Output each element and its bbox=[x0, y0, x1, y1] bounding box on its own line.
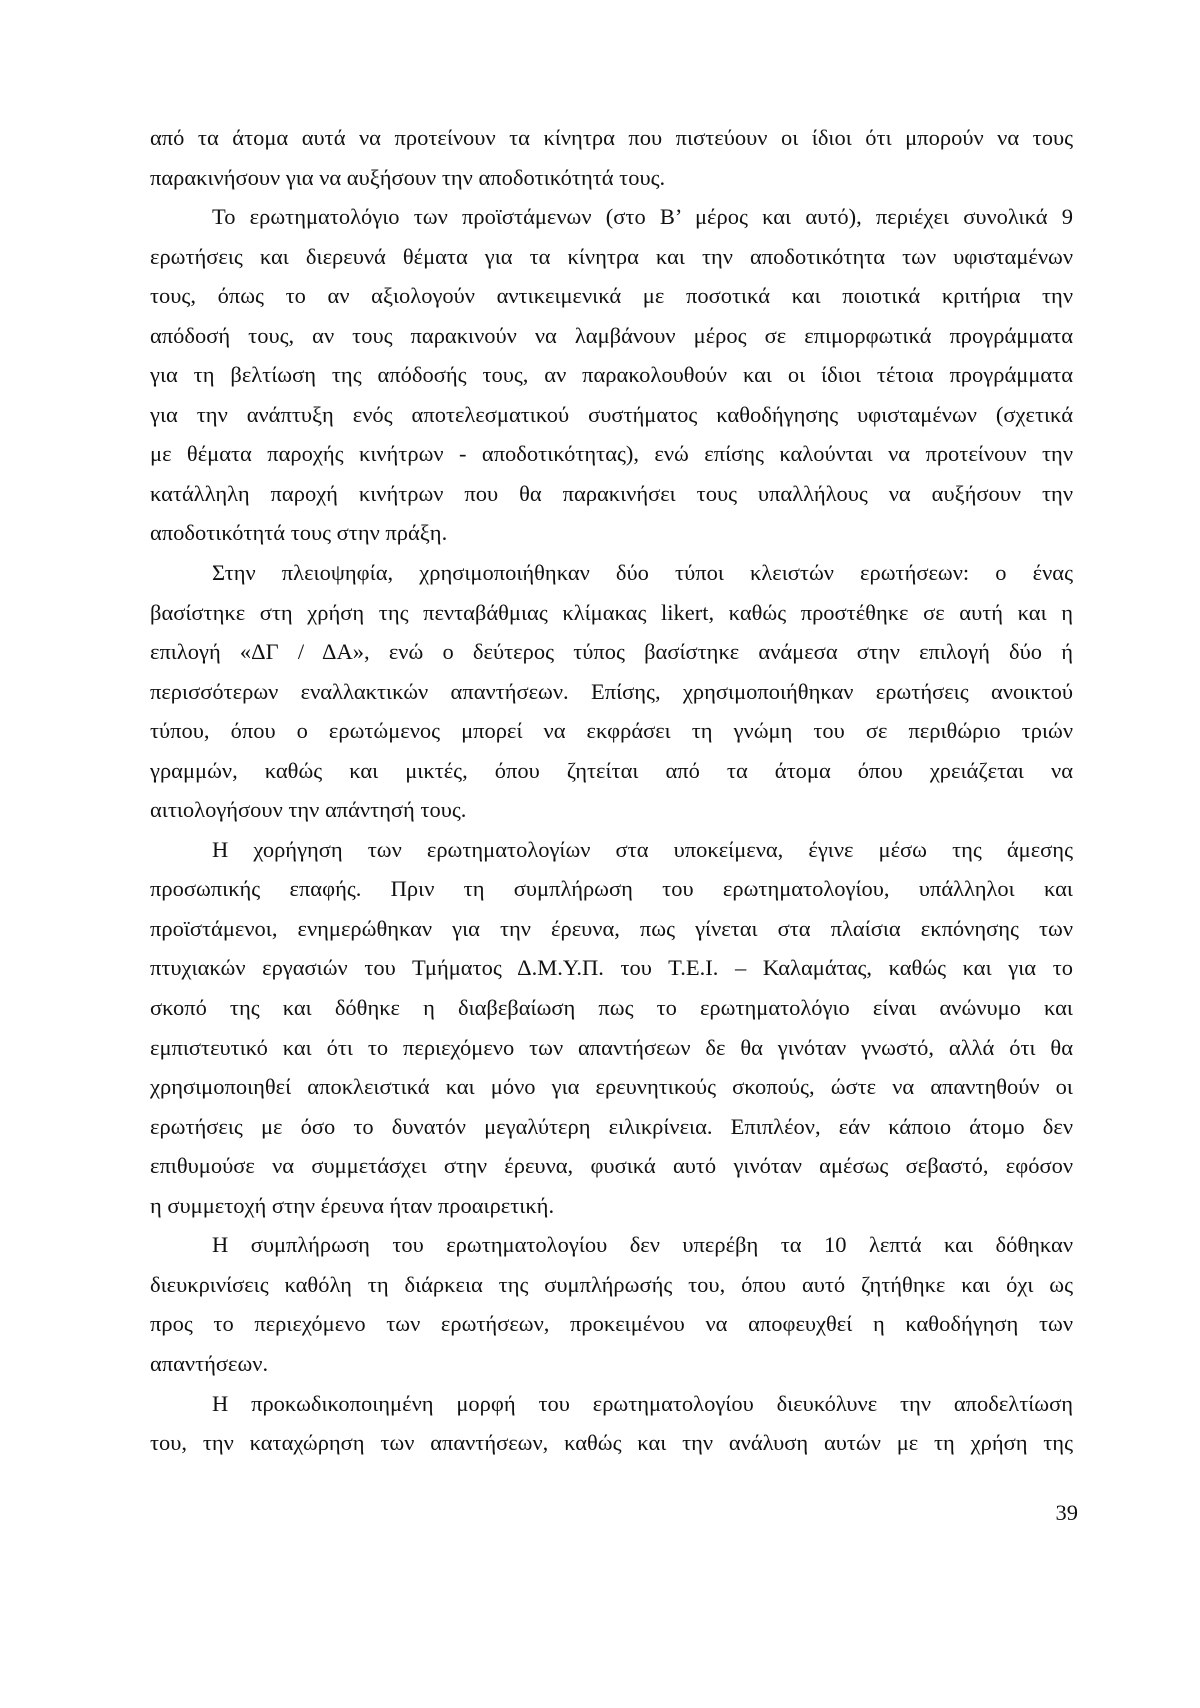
text-line bbox=[150, 909, 1073, 949]
line-text: προϊστάμενοι, ενημερώθηκαν για την έρευνα, πως γίνεται στα πλαίσια εκπόνησης των bbox=[150, 915, 1073, 941]
paragraph bbox=[150, 1225, 1073, 1383]
text-line bbox=[150, 830, 1073, 870]
page-number: 39 bbox=[1055, 1500, 1078, 1525]
line-text: περισσότερων εναλλακτικών απαντήσεων. Επίσης, χρησιμοποιήθηκαν ερωτήσεις ανοικτού bbox=[150, 678, 1073, 704]
line-text: η συμμετοχή στην έρευνα ήταν προαιρετική. bbox=[150, 1192, 555, 1218]
line-text: βασίστηκε στη χρήση της πενταβάθμιας κλίμακας likert, καθώς προστέθηκε σε αυτή και η bbox=[150, 599, 1073, 625]
line-text: προσωπικής επαφής. Πριν τη συμπλήρωση του ερωτηματολογίου, υπάλληλοι και bbox=[150, 876, 1073, 902]
line-text: απαντήσεων. bbox=[150, 1350, 269, 1376]
text-line bbox=[150, 1107, 1073, 1147]
text-line bbox=[150, 1186, 1073, 1226]
text-line bbox=[150, 751, 1073, 791]
line-text: προς το περιεχόμενο των ερωτήσεων, προκειμένου να αποφευχθεί η καθοδήγηση των bbox=[150, 1311, 1073, 1337]
text-line bbox=[150, 395, 1073, 435]
line-text: τους, όπως το αν αξιολογούν αντικειμενικά με ποσοτικά και ποιοτικά κριτήρια την bbox=[150, 283, 1073, 309]
line-text: ερωτήσεις και διερευνά θέματα για τα κίνητρα και την αποδοτικότητα των υφισταμένων bbox=[150, 243, 1073, 269]
line-text: επιλογή «ΔΓ / ΔΑ», ενώ ο δεύτερος τύπος βασίστηκε ανάμεσα στην επιλογή δύο ή bbox=[150, 639, 1073, 665]
text-line bbox=[150, 434, 1073, 474]
text-line bbox=[150, 276, 1073, 316]
line-text: για την ανάπτυξη ενός αποτελεσματικού συστήματος καθοδήγησης υφισταμένων (σχετικά bbox=[150, 401, 1073, 427]
line-text: γραμμών, καθώς και μικτές, όπου ζητείται από τα άτομα όπου χρειάζεται να bbox=[150, 757, 1073, 783]
line-text: Η συμπλήρωση του ερωτηματολογίου δεν υπερέβη τα 10 λεπτά και δόθηκαν bbox=[212, 1232, 1073, 1258]
line-text: διευκρινίσεις καθόλη τη διάρκεια της συμπλήρωσής του, όπου αυτό ζητήθηκε και όχι ως bbox=[150, 1271, 1073, 1297]
paragraph bbox=[150, 197, 1073, 553]
line-text: αιτιολογήσουν την απάντησή τους. bbox=[150, 797, 467, 823]
body-text bbox=[150, 118, 1073, 1463]
text-line bbox=[150, 1384, 1073, 1424]
text-line bbox=[150, 237, 1073, 277]
paragraph bbox=[150, 118, 1073, 197]
line-text: Στην πλειοψηφία, χρησιμοποιήθηκαν δύο τύποι κλειστών ερωτήσεων: ο ένας bbox=[212, 560, 1073, 586]
line-text: εμπιστευτικό και ότι το περιεχόμενο των απαντήσεων δε θα γινόταν γνωστό, αλλά ότι θα bbox=[150, 1034, 1073, 1060]
line-text: Το ερωτηματολόγιο των προϊστάμενων (στο Β’ μέρος και αυτό), περιέχει συνολικά 9 bbox=[212, 204, 1073, 230]
line-text: παρακινήσουν για να αυξήσουν την αποδοτικότητά τους. bbox=[150, 164, 666, 190]
text-line bbox=[150, 1344, 1073, 1384]
paragraph bbox=[150, 553, 1073, 830]
line-text: επιθυμούσε να συμμετάσχει στην έρευνα, φυσικά αυτό γινόταν αμέσως σεβαστό, εφόσον bbox=[150, 1153, 1073, 1179]
text-line bbox=[150, 197, 1073, 237]
text-line bbox=[150, 1225, 1073, 1265]
line-text: αποδοτικότητά τους στην πράξη. bbox=[150, 520, 448, 546]
line-text: κατάλληλη παροχή κινήτρων που θα παρακινήσει τους υπαλλήλους να αυξήσουν την bbox=[150, 480, 1073, 506]
text-line bbox=[150, 1304, 1073, 1344]
text-line bbox=[150, 593, 1073, 633]
text-line bbox=[150, 632, 1073, 672]
text-line bbox=[150, 711, 1073, 751]
text-line bbox=[150, 118, 1073, 158]
line-text: Η χορήγηση των ερωτηματολογίων στα υποκείμενα, έγινε μέσω της άμεσης bbox=[212, 836, 1073, 862]
paragraph bbox=[150, 830, 1073, 1225]
line-text: ερωτήσεις με όσο το δυνατόν μεγαλύτερη ειλικρίνεια. Επιπλέον, εάν κάποιο άτομο δεν bbox=[150, 1113, 1073, 1139]
line-text: από τα άτομα αυτά να προτείνουν τα κίνητρα που πιστεύουν οι ίδιοι ότι μπορούν να τους bbox=[150, 125, 1073, 150]
line-text: πτυχιακών εργασιών του Τμήματος Δ.Μ.Υ.Π. του Τ.Ε.Ι. – Καλαμάτας, καθώς και για το bbox=[150, 955, 1073, 981]
line-text: τύπου, όπου ο ερωτώμενος μπορεί να εκφράσει τη γνώμη του σε περιθώριο τριών bbox=[150, 718, 1073, 744]
text-line bbox=[150, 474, 1073, 514]
text-line bbox=[150, 158, 1073, 198]
text-line bbox=[150, 513, 1073, 553]
text-line bbox=[150, 1265, 1073, 1305]
text-line bbox=[150, 355, 1073, 395]
text-line bbox=[150, 316, 1073, 356]
text-line bbox=[150, 790, 1073, 830]
text-line bbox=[150, 1067, 1073, 1107]
text-line bbox=[150, 988, 1073, 1028]
text-line bbox=[150, 1146, 1073, 1186]
line-text: χρησιμοποιηθεί αποκλειστικά και μόνο για ερευνητικούς σκοπούς, ώστε να απαντηθούν οι bbox=[150, 1074, 1073, 1100]
text-line bbox=[150, 948, 1073, 988]
text-line bbox=[150, 672, 1073, 712]
line-text: Η προκωδικοποιημένη μορφή του ερωτηματολογίου διευκόλυνε την αποδελτίωση bbox=[212, 1390, 1073, 1416]
text-line bbox=[150, 1028, 1073, 1068]
line-text: του, την καταχώρηση των απαντήσεων, καθώς και την ανάλυση αυτών με τη χρήση της bbox=[150, 1430, 1073, 1456]
line-text: για τη βελτίωση της απόδοσής τους, αν παρακολουθούν και οι ίδιοι τέτοια προγράμματα bbox=[150, 362, 1073, 388]
line-text: σκοπό της και δόθηκε η διαβεβαίωση πως το ερωτηματολόγιο είναι ανώνυμο και bbox=[150, 995, 1073, 1021]
text-line bbox=[150, 1423, 1073, 1463]
paragraph bbox=[150, 1384, 1073, 1463]
line-text: με θέματα παροχής κινήτρων - αποδοτικότητας), ενώ επίσης καλούνται να προτείνουν την bbox=[150, 441, 1073, 467]
line-text: απόδοσή τους, αν τους παρακινούν να λαμβάνουν μέρος σε επιμορφωτικά προγράμματα bbox=[150, 322, 1073, 348]
text-line bbox=[150, 869, 1073, 909]
text-line bbox=[150, 553, 1073, 593]
